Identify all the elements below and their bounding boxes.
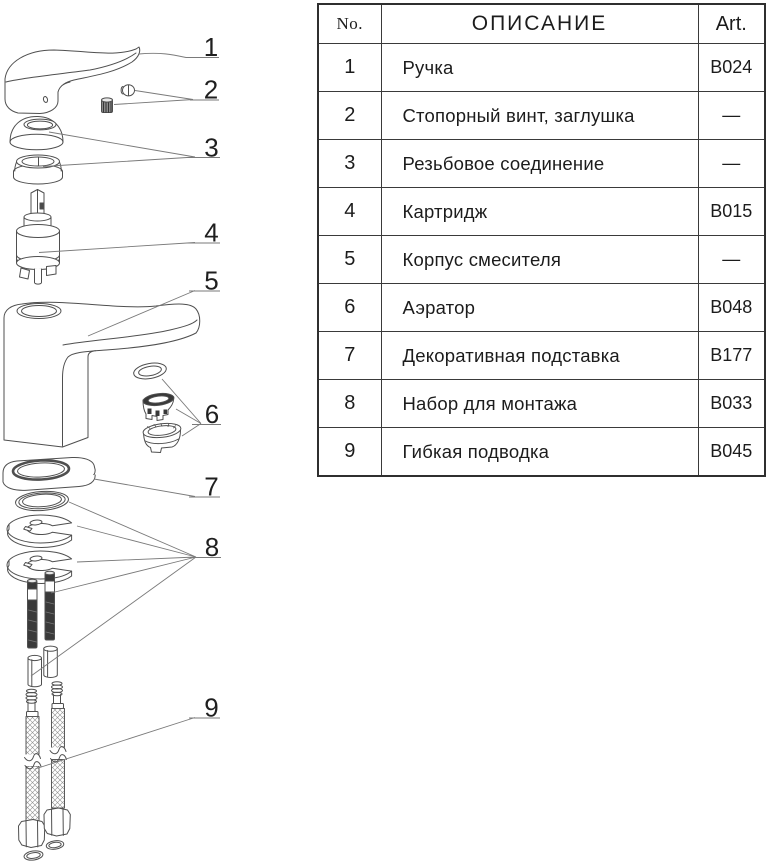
parts-table-body <box>318 44 765 477</box>
cell-description: Корпус смесителя <box>381 236 698 284</box>
callout-label-5: 5 <box>204 265 219 296</box>
cell-art: B177 <box>698 332 765 380</box>
hoses-drawing <box>19 682 71 862</box>
cell-no: 9 <box>318 428 381 477</box>
cell-description: Ручка <box>381 44 698 92</box>
header-art: Art. <box>698 4 765 44</box>
cell-art: B048 <box>698 284 765 332</box>
cell-no: 7 <box>318 332 381 380</box>
cell-description: Аэратор <box>381 284 698 332</box>
parts-table <box>317 3 766 477</box>
header-row <box>318 4 765 44</box>
table-row <box>318 140 765 188</box>
table-row <box>318 92 765 140</box>
callouts <box>204 32 219 723</box>
callout-label-6: 6 <box>204 399 220 429</box>
table-row <box>318 380 765 428</box>
cell-description: Гибкая подводка <box>381 428 698 477</box>
header-description: ОПИСАНИЕ <box>381 4 698 44</box>
table-row <box>318 44 765 92</box>
cell-no: 3 <box>318 140 381 188</box>
callout-label-4: 4 <box>204 217 219 248</box>
cell-art: B045 <box>698 428 765 477</box>
table-row <box>318 188 765 236</box>
callout-label-8: 8 <box>204 532 220 562</box>
cell-description: Набор для монтажа <box>381 380 698 428</box>
handle-drawing <box>5 47 140 114</box>
callout-label-1: 1 <box>203 32 219 62</box>
base-plate-drawing <box>3 457 95 490</box>
table-row <box>318 236 765 284</box>
cell-art: B015 <box>698 188 765 236</box>
cell-no: 2 <box>318 92 381 140</box>
table-row <box>318 284 765 332</box>
cell-art: — <box>698 140 765 188</box>
callout-label-7: 7 <box>204 471 219 502</box>
cell-description: Картридж <box>381 188 698 236</box>
header-no: No. <box>318 4 381 44</box>
cell-description: Декоративная подставка <box>381 332 698 380</box>
cell-no: 4 <box>318 188 381 236</box>
mounting-kit-drawing <box>7 490 72 687</box>
cell-description: Резьбовое соединение <box>381 140 698 188</box>
cell-no: 1 <box>318 44 381 92</box>
cell-art: B024 <box>698 44 765 92</box>
cell-art: B033 <box>698 380 765 428</box>
cell-description: Стопорный винт, заглушка <box>381 92 698 140</box>
parts-table-header <box>318 4 765 44</box>
aerator-drawing <box>132 361 181 453</box>
lock-ring-drawing <box>14 155 63 184</box>
cell-no: 6 <box>318 284 381 332</box>
set-screw-plug-drawing <box>102 85 135 113</box>
table-row <box>318 428 765 477</box>
callout-label-3: 3 <box>204 132 219 163</box>
table-row <box>318 332 765 380</box>
cell-no: 5 <box>318 236 381 284</box>
cell-art: — <box>698 236 765 284</box>
cartridge-drawing <box>17 190 60 285</box>
callout-label-2: 2 <box>203 74 219 105</box>
cell-art: — <box>698 92 765 140</box>
cell-no: 8 <box>318 380 381 428</box>
callout-label-9: 9 <box>204 692 219 723</box>
faucet-exploded-diagram <box>0 0 316 862</box>
